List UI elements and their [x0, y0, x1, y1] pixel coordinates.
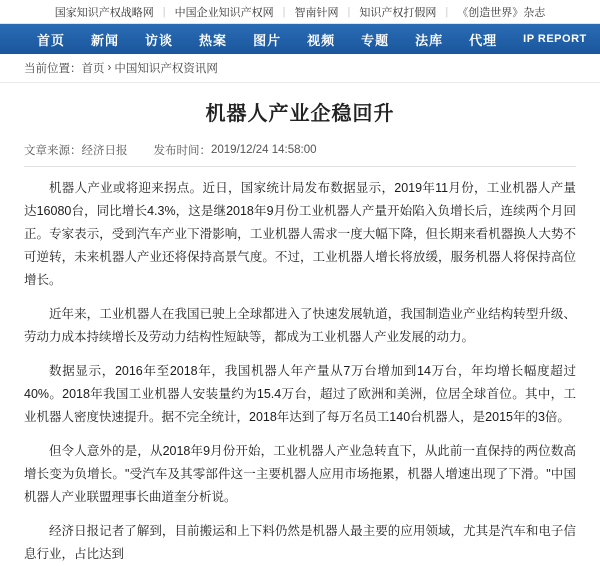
article-paragraph: 经济日报记者了解到，目前搬运和上下料仍然是机器人最主要的应用领域，尤其是汽车和电子信息行业，占比达到: [24, 524, 576, 561]
nav-item-video[interactable]: 视频: [307, 32, 336, 48]
nav-item-hotcases[interactable]: 热案: [199, 32, 228, 48]
breadcrumb-item-site[interactable]: 中国知识产权资讯网: [114, 63, 218, 75]
page-title: 机器人产业企稳回升: [205, 103, 395, 125]
partner-separator-1: |: [282, 6, 286, 18]
nav-item-news[interactable]: 新闻: [91, 32, 120, 48]
nav-item-lawlibrary[interactable]: 法库: [415, 32, 444, 48]
article-meta: [24, 142, 576, 167]
partner-separator-0: |: [162, 6, 166, 18]
publish-date-label: 发布时间：: [153, 145, 211, 157]
nav-item-agency[interactable]: 代理: [469, 32, 498, 48]
article-paragraph: 但令人意外的是，从2018年9月份开始，工业机器人产业急转直下，从此前一直保持的两位数高增长变为负增长。"受汽车及其零部件这一主要机器人应用市场拖累，机器人增速出现了下滑。"中国机器人产业联盟理事长曲道奎分析说。: [24, 444, 576, 504]
partner-links-bar: [0, 0, 600, 24]
partner-link-4[interactable]: 《创造世界》杂志: [457, 7, 546, 19]
partner-link-1[interactable]: 中国企业知识产权网: [174, 7, 274, 19]
breadcrumb-prefix: 当前位置：: [24, 63, 82, 75]
breadcrumb-separator: ›: [107, 62, 112, 74]
nav-item-ip-report[interactable]: IP REPORT: [523, 33, 587, 45]
nav-item-home[interactable]: 首页: [37, 32, 66, 48]
source-label: 文章来源：: [24, 145, 82, 157]
article: [0, 97, 600, 566]
partner-link-2[interactable]: 智南针网: [294, 7, 339, 19]
nav-item-interview[interactable]: 访谈: [145, 32, 174, 48]
breadcrumb-item-home[interactable]: 首页: [81, 63, 105, 75]
nav-item-topics[interactable]: 专题: [361, 32, 390, 48]
article-paragraph: 近年来，工业机器人在我国已驶上全球都进入了快速发展轨道，我国制造业产业结构转型升级、劳动力成本持续增长及劳动力结构性短缺等，都成为工业机器人产业发展的动力。: [24, 307, 576, 344]
partner-separator-2: |: [347, 6, 351, 18]
nav-item-images[interactable]: 图片: [253, 32, 282, 48]
main-navigation: [0, 24, 600, 54]
publish-date-value: 2019/12/24 14:58:00: [211, 144, 317, 156]
partner-link-3[interactable]: 知识产权打假网: [359, 7, 437, 19]
article-body: [24, 177, 576, 566]
partner-link-0[interactable]: 国家知识产权战略网: [54, 7, 154, 19]
partner-separator-3: |: [445, 6, 449, 18]
article-paragraph: 机器人产业或将迎来拐点。近日，国家统计局发布数据显示，2019年11月份，工业机器人产量达16080台，同比增长4.3%，这是继2018年9月份工业机器人产量开始陷入负增长后，连续两个月回正。专家表示，受到汽车产业下滑影响，工业机器人需求一度大幅下降，但长期来看机器换人大势不可逆转，未来机器人产业还将保持高景气度。不过，工业机器人增长将放缓，服务机器人将保持高位增长。: [24, 181, 576, 287]
source-value: 经济日报: [81, 145, 128, 157]
breadcrumb: [0, 54, 600, 83]
article-paragraph: 数据显示，2016年至2018年，我国机器人年产量从7万台增加到14万台，年均增长幅度超过40%。2018年我国工业机器人安装量约为15.4万台，超过了欧洲和美洲，位居全球首位。其中，工业机器人密度快速提升。据不完全统计，2018年达到了每万名员工140台机器人，是2015年的3倍。: [24, 364, 576, 424]
